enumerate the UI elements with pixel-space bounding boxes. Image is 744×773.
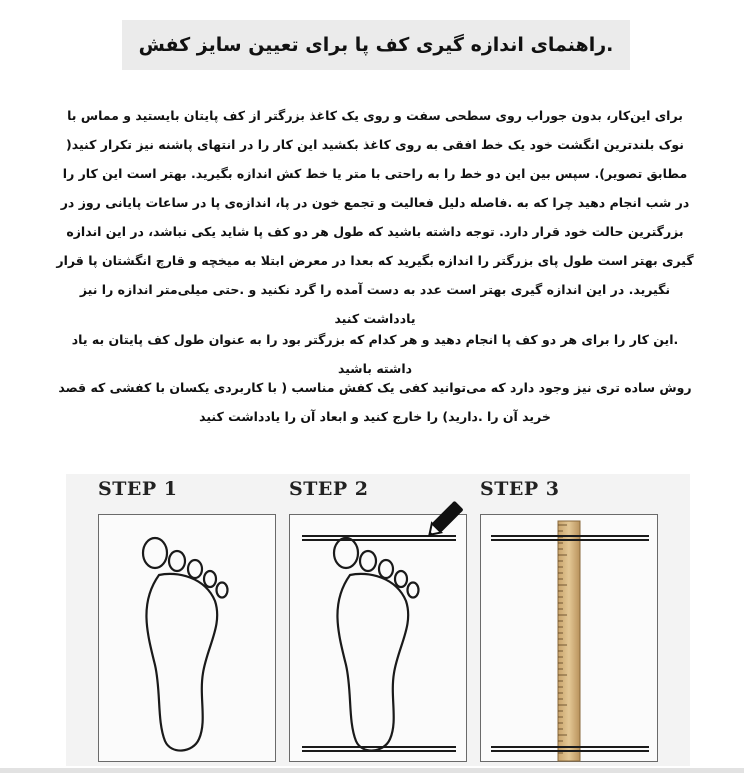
footprint-with-lines-icon	[290, 515, 468, 763]
insole-method-paragraph: روش ساده تری نیز وجود دارد که می‌توانید کفی یک کفش مناسب ( با کاربردی یکسان با کفشی که قصد خرید آن را .دارید) را خارج کنید و ابعاد آن را یادداشت کنید	[58, 379, 692, 424]
step-1-label: STEP 1	[98, 478, 178, 500]
footprint-icon	[99, 515, 277, 763]
step-3-sheet	[480, 514, 658, 762]
page-title: .راهنمای اندازه گیری کف پا برای تعیین سایز کفش	[138, 34, 614, 56]
step-2-label: STEP 2	[289, 478, 369, 500]
instructions-paragraph: برای این‌کار، بدون جوراب روی سطحی سفت و روی یک کاغذ بزرگتر از کف پایتان بایستید و مماس با نوک بلندترین انگشت خود یک خط افقی به روی کاغذ بکشید این کار را در انتهای پاشنه نیز تکرار کنید( مطابق تصویر). سپس بین این دو خط را به راحتی با متر یا خط کش اندازه بگیرید. بهتر است این کار را در شب انجام دهید چرا که به .فاصله دلیل فعالیت و تجمع خون در پا، اندازه‌ی پا در ساعات پایانی روز در بزرگترین حالت خود قرار دارد. توجه داشته باشید که طول هر دو کف پا شاید یکی نباشد، در این اندازه گیری بهتر است طول پای بزرگتر را اندازه بگیرید که بعدا در معرض ابتلا به میخچه و قارچ انگشتان پا قرار نگیرید. در این اندازه گیری بهتر است عدد به دست آمده را گرد نکنید و .حتی میلی‌متر اندازه را نیز یادداشت کنید	[56, 107, 694, 326]
step-2-sheet	[289, 514, 467, 762]
both-feet-note: .این کار را برای هر دو کف پا انجام دهید و هر کدام که بزرگتر بود را به عنوان طول کف پایتان به یاد داشته باشید	[71, 331, 679, 376]
pencil-icon	[421, 496, 471, 542]
ruler-measurement-icon	[481, 515, 659, 763]
title-banner	[122, 20, 630, 70]
page-bottom-divider	[0, 768, 744, 773]
step-1-sheet	[98, 514, 276, 762]
steps-illustration	[66, 474, 690, 766]
step-3-label: STEP 3	[480, 478, 560, 500]
